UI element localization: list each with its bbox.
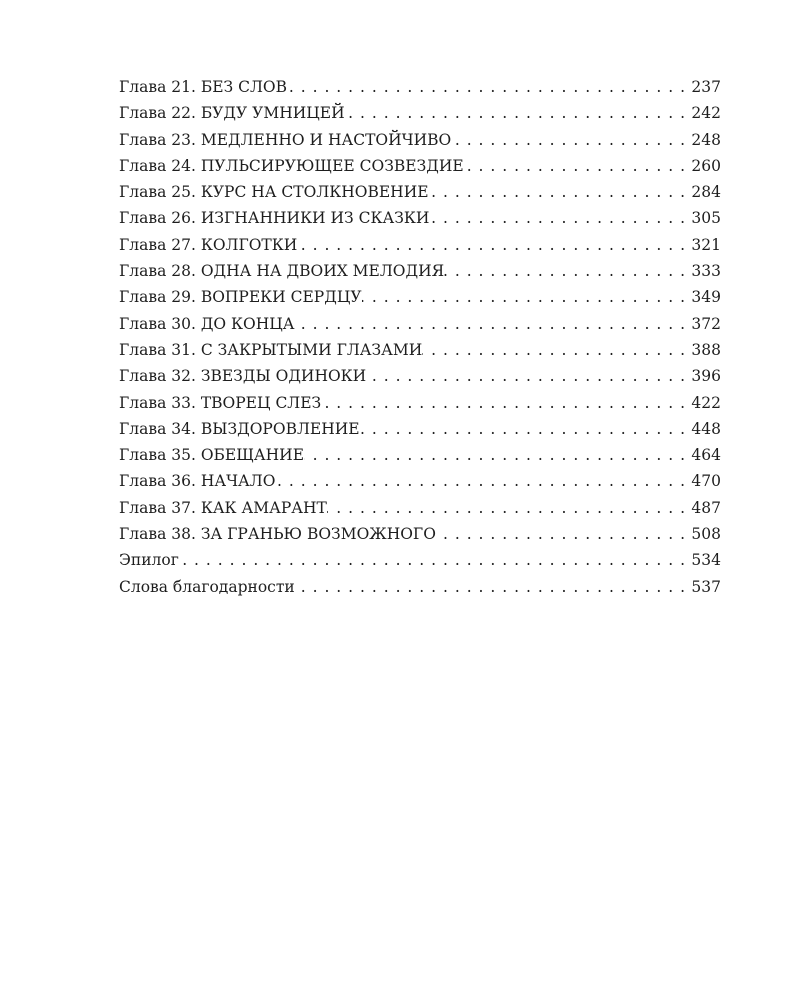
toc-entry	[119, 100, 721, 126]
dot-leader	[464, 153, 691, 179]
toc-entry-page: 248	[691, 130, 721, 149]
dot-leader	[304, 442, 691, 468]
toc-entry-title: Глава 24. ПУЛЬСИРУЮЩЕЕ СОЗВЕЗДИЕ	[119, 156, 464, 175]
toc-entry	[119, 495, 721, 521]
toc-entry-page: 487	[691, 498, 721, 517]
toc-entry	[119, 153, 721, 179]
toc-entry	[119, 74, 721, 100]
dot-leader	[436, 521, 691, 547]
toc-entry-title: Глава 29. ВОПРЕКИ СЕРДЦУ	[119, 288, 362, 307]
dot-leader	[444, 258, 691, 284]
toc-entry	[119, 363, 721, 389]
dot-leader	[179, 547, 691, 573]
toc-entry-title: Эпилог	[119, 551, 179, 570]
toc-entry-page: 372	[691, 314, 721, 333]
dot-leader	[295, 574, 691, 600]
dot-leader	[321, 390, 691, 416]
dot-leader	[360, 416, 691, 442]
dot-leader	[275, 468, 691, 494]
toc-entry	[119, 521, 721, 547]
toc-entry-page: 396	[691, 367, 721, 386]
toc-entry	[119, 390, 721, 416]
toc-entry-title: Глава 33. ТВОРЕЦ СЛЕЗ	[119, 393, 322, 412]
dot-leader	[297, 232, 691, 258]
toc-entry-title: Глава 25. КУРС НА СТОЛКНОВЕНИЕ	[119, 183, 429, 202]
toc-entry-title: Глава 26. ИЗГНАННИКИ ИЗ СКАЗКИ	[119, 209, 430, 228]
dot-leader	[451, 127, 691, 153]
toc-entry-page: 422	[691, 393, 721, 412]
toc-entry	[119, 442, 721, 468]
toc-entry	[119, 232, 721, 258]
toc-entry-title: Глава 27. КОЛГОТКИ	[119, 235, 298, 254]
toc-entry-title: Глава 31. С ЗАКРЫТЫМИ ГЛАЗАМИ	[119, 340, 423, 359]
toc-entry	[119, 468, 721, 494]
toc-entry	[119, 311, 721, 337]
toc-entry-title: Глава 30. ДО КОНЦА	[119, 314, 295, 333]
toc-entry-page: 534	[691, 551, 721, 570]
table-of-contents	[119, 74, 721, 600]
dot-leader	[366, 363, 691, 389]
toc-entry-title: Глава 36. НАЧАЛО	[119, 472, 276, 491]
dot-leader	[295, 311, 691, 337]
toc-entry-page: 448	[691, 419, 721, 438]
toc-entry-page: 508	[691, 525, 721, 544]
toc-entry-page: 464	[691, 446, 721, 465]
toc-entry	[119, 337, 721, 363]
toc-entry-page: 349	[691, 288, 721, 307]
toc-entry	[119, 179, 721, 205]
toc-entry-page: 305	[691, 209, 721, 228]
toc-entry-page: 537	[691, 577, 721, 596]
dot-leader	[287, 74, 691, 100]
toc-entry-page: 388	[691, 340, 721, 359]
toc-entry-page: 242	[691, 104, 721, 123]
toc-entry	[119, 416, 721, 442]
toc-entry-title: Глава 23. МЕДЛЕННО И НАСТОЙЧИВО	[119, 130, 452, 149]
toc-entry	[119, 258, 721, 284]
toc-entry	[119, 205, 721, 231]
toc-entry-page: 237	[691, 78, 721, 96]
toc-entry-title: Глава 21. БЕЗ СЛОВ	[119, 78, 288, 96]
toc-entry-title: Глава 38. ЗА ГРАНЬЮ ВОЗМОЖНОГО	[119, 525, 436, 544]
dot-leader	[429, 205, 691, 231]
toc-entry-page: 260	[691, 156, 721, 175]
toc-entry	[119, 574, 721, 600]
toc-entry-page: 470	[691, 472, 721, 491]
toc-entry-title: Глава 32. ЗВЕЗДЫ ОДИНОКИ	[119, 367, 367, 386]
toc-entry	[119, 284, 721, 310]
toc-entry-title: Слова благодарности	[119, 577, 295, 596]
dot-leader	[345, 100, 691, 126]
toc-entry-title: Глава 35. ОБЕЩАНИЕ	[119, 446, 305, 465]
dot-leader	[362, 284, 691, 310]
toc-entry-title: Глава 28. ОДНА НА ДВОИХ МЕЛОДИЯ	[119, 262, 445, 281]
toc-entry-page: 284	[691, 183, 721, 202]
toc-entry	[119, 547, 721, 573]
toc-entry-page: 321	[691, 235, 721, 254]
dot-leader	[422, 337, 691, 363]
toc-entry-page: 333	[691, 262, 721, 281]
toc-entry-title: Глава 22. БУДУ УМНИЦЕЙ	[119, 104, 345, 123]
dot-leader	[429, 179, 691, 205]
dot-leader	[327, 495, 691, 521]
toc-entry	[119, 127, 721, 153]
toc-entry-title: Глава 37. КАК АМАРАНТ	[119, 498, 327, 517]
toc-entry-title: Глава 34. ВЫЗДОРОВЛЕНИЕ	[119, 419, 360, 438]
